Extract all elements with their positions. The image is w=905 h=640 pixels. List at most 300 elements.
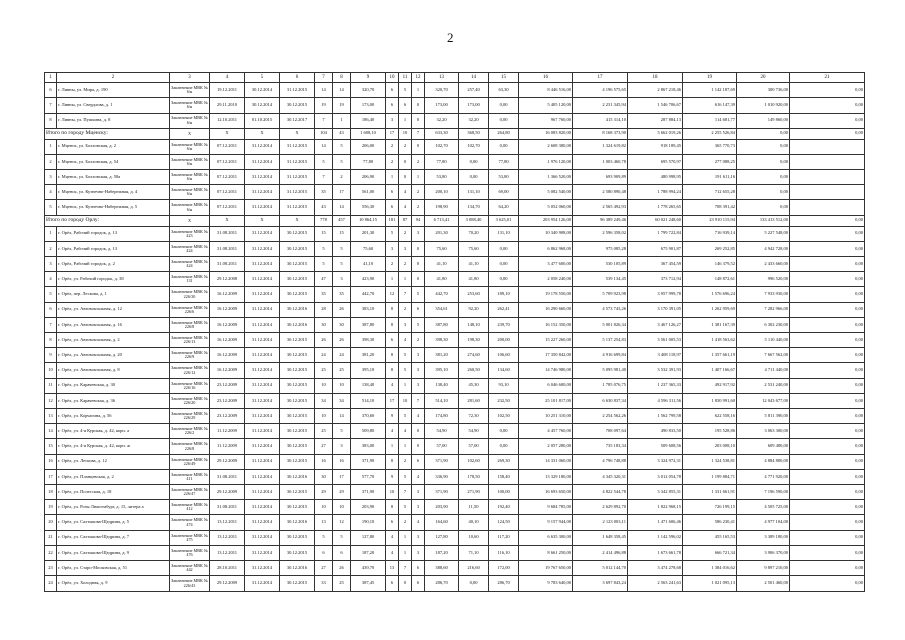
table-cell: 2 414 496,88: [573, 545, 628, 560]
table-cell: 27: [315, 561, 333, 576]
table-cell: 9: [45, 348, 57, 363]
table-cell: 4: [45, 185, 57, 200]
table-cell: 7 196 590,00: [737, 485, 790, 500]
table-cell: 0,00: [489, 424, 519, 439]
table-cell: 6: [386, 98, 399, 113]
table-cell: 10: [333, 378, 351, 393]
table-cell: 138,40: [425, 378, 459, 393]
column-number: 7: [315, 73, 333, 83]
table-cell: 1 822 968,15: [628, 500, 683, 515]
table-cell: 190,10: [351, 515, 386, 530]
table-cell: 12 043 677,00: [737, 393, 790, 408]
table-cell: 6: [412, 561, 425, 576]
table-cell: Х: [280, 215, 315, 226]
table-cell: 2 057 280,00: [519, 439, 573, 454]
table-row: [45, 530, 865, 545]
table-cell: г. Орёл, ул. Карачевская, д. 30: [57, 378, 170, 393]
table-cell: 30.12.2015: [280, 454, 315, 469]
table-cell: 70,20: [459, 226, 489, 241]
table-cell: 1 562 799,58: [628, 409, 683, 424]
table-cell: 127,80: [425, 530, 459, 545]
table-cell: Заключение МВК № 6/н: [170, 185, 210, 200]
table-cell: [790, 185, 865, 200]
table-cell: 189,10: [489, 287, 519, 302]
table-cell: 2: [333, 170, 351, 185]
column-number: 20: [737, 73, 790, 83]
column-number: 17: [573, 73, 628, 83]
table-cell: 7: [412, 393, 425, 408]
table-cell: 1 471 606,46: [628, 515, 683, 530]
column-number: 11: [399, 73, 412, 83]
table-cell: 5: [333, 257, 351, 272]
table-row: [45, 424, 865, 439]
table-cell: 5 709 923,98: [573, 287, 628, 302]
table-cell: 371,90: [351, 454, 386, 469]
table-cell: Х: [210, 215, 245, 226]
table-row: [45, 83, 865, 98]
table-cell: 6: [333, 545, 351, 560]
table-cell: 0,00: [790, 302, 865, 317]
table-cell: 14: [333, 200, 351, 215]
table-cell: 9 684 785,00: [519, 500, 573, 515]
table-cell: 23: [45, 561, 57, 576]
table-cell: 3: [45, 170, 57, 185]
table-cell: 30.12.2016: [280, 302, 315, 317]
table-cell: 31.12.2014: [245, 424, 280, 439]
table-cell: 2: [45, 241, 57, 256]
table-cell: 3: [386, 241, 399, 256]
table-cell: 198,30: [459, 333, 489, 348]
table-cell: 0,00: [790, 393, 865, 408]
table-cell: 3: [399, 241, 412, 256]
table-cell: 1 366 520,00: [519, 170, 573, 185]
table-cell: 2 867 218,46: [628, 83, 683, 98]
table-cell: 2 254 562,26: [573, 409, 628, 424]
table-cell: Х: [280, 128, 315, 139]
table-cell: 64,20: [489, 200, 519, 215]
table-cell: 0,00: [790, 98, 865, 113]
table-cell: 0,00: [790, 241, 865, 256]
table-cell: 395,10: [351, 363, 386, 378]
column-number: 1: [45, 73, 57, 83]
table-cell: 31.12.2014: [245, 469, 280, 484]
table-cell: 30.12.2015: [280, 333, 315, 348]
table-cell: 30.12.2016: [280, 317, 315, 332]
table-cell: 31.12.2015: [280, 200, 315, 215]
table-cell: 31.12.2014: [245, 154, 280, 169]
table-cell: 6: [412, 302, 425, 317]
table-cell: 14 331 060,00: [519, 454, 573, 469]
subtotal-row: [45, 215, 865, 226]
table-cell: 4: [412, 515, 425, 530]
table-cell: 31.12.2015: [280, 139, 315, 154]
table-cell: [790, 170, 865, 185]
table-cell: 16 083 820,00: [519, 128, 573, 139]
table-cell: 2 501 460,00: [737, 576, 790, 592]
table-cell: [790, 139, 865, 154]
table-cell: 148 872,61: [683, 272, 737, 287]
table-cell: 30: [315, 469, 333, 484]
table-cell: 104: [315, 128, 333, 139]
table-cell: 4 822 544,78: [573, 485, 628, 500]
table-row: [45, 185, 865, 200]
table-cell: 16: [45, 454, 57, 469]
table-cell: 30.12.2014: [245, 83, 280, 98]
table-cell: 10 340 908,00: [519, 226, 573, 241]
table-cell: 1 262 959,69: [683, 302, 737, 317]
table-cell: 0,00: [737, 170, 790, 185]
table-cell: 622 558,16: [683, 409, 737, 424]
table-cell: 40,10: [459, 515, 489, 530]
table-cell: 5 082 540,00: [519, 185, 573, 200]
table-cell: г. Орёл, ул. Планцевская, д. 2: [57, 469, 170, 484]
table-cell: 19 178 550,00: [519, 287, 573, 302]
table-cell: 24: [45, 576, 57, 592]
table-cell: 370,60: [351, 409, 386, 424]
table-cell: 30.12.2015: [280, 393, 315, 408]
table-cell: 269,30: [489, 454, 519, 469]
table-cell: 457: [333, 215, 351, 226]
table-cell: 6: [315, 545, 333, 560]
table-cell: 32,20: [459, 113, 489, 128]
table-cell: 3: [412, 530, 425, 545]
table-cell: 320,70: [425, 83, 459, 98]
table-cell: 6 635 300,00: [519, 530, 573, 545]
table-cell: 3 063 300,00: [737, 424, 790, 439]
table-cell: 1 142 596,02: [628, 530, 683, 545]
table-cell: 30.12.2016: [280, 515, 315, 530]
table-cell: 5: [412, 317, 425, 332]
table-cell: 8 446 516,00: [519, 83, 573, 98]
table-row: [45, 272, 865, 287]
table-cell: г. Орёл, ул. Автовокзальная, д. 2: [57, 333, 170, 348]
table-cell: 3: [412, 363, 425, 378]
table-cell: 5: [315, 241, 333, 256]
table-cell: 3 324 972,31: [628, 454, 683, 469]
table-cell: 253,60: [459, 287, 489, 302]
table-cell: 31.12.2015: [280, 83, 315, 98]
table-cell: 4 196 575,65: [573, 83, 628, 98]
table-cell: 102,70: [459, 139, 489, 154]
table-cell: 57,00: [425, 439, 459, 454]
table-cell: 1 331 661,91: [683, 485, 737, 500]
table-cell: 2: [399, 257, 412, 272]
table-cell: 3: [333, 439, 351, 454]
table-cell: 30.12.2015: [280, 576, 315, 592]
table-cell: 29: [315, 485, 333, 500]
table-cell: 25: [315, 424, 333, 439]
table-cell: 14: [45, 424, 57, 439]
table-cell: 633,30: [425, 128, 459, 139]
table-row: [45, 378, 865, 393]
table-cell: 1: [399, 545, 412, 560]
table-cell: 30.12.2015: [280, 241, 315, 256]
table-cell: 31.12.2014: [245, 576, 280, 592]
table-cell: 30.12.2015: [280, 485, 315, 500]
table-cell: 3 467 126,27: [628, 317, 683, 332]
table-cell: Х: [210, 128, 245, 139]
table-cell: Заключение МВК № 412: [170, 500, 210, 515]
table-cell: 149 860,00: [737, 113, 790, 128]
table-row: [45, 302, 865, 317]
table-cell: 3 012 054,78: [628, 469, 683, 484]
table-cell: 7: [45, 98, 57, 113]
table-cell: 6: [45, 83, 57, 98]
table-cell: 11,50: [459, 500, 489, 515]
table-cell: 7: [315, 113, 333, 128]
table-row: [45, 363, 865, 378]
column-number: 5: [245, 73, 280, 83]
table-cell: 2: [399, 515, 412, 530]
table-cell: 31.12.2014: [245, 333, 280, 348]
table-cell: 53,80: [425, 170, 459, 185]
table-cell: 30.12.2015: [280, 363, 315, 378]
table-cell: 1 003 460,78: [573, 154, 628, 169]
table-cell: 27: [315, 439, 333, 454]
table-cell: 0,00: [737, 185, 790, 200]
table-cell: 2 058 240,00: [519, 272, 573, 287]
table-cell: 4: [399, 200, 412, 215]
table-cell: 19: [45, 500, 57, 515]
table-cell: 22: [45, 545, 57, 560]
table-cell: 5: [399, 500, 412, 515]
table-cell: 7: [412, 128, 425, 139]
table-cell: 1 576 696,24: [683, 287, 737, 302]
table-cell: 4 977 104,00: [737, 515, 790, 530]
table-cell: 0,00: [737, 154, 790, 169]
table-cell: 15: [333, 226, 351, 241]
subtotal-caption: Итого по городу Орлу:: [45, 215, 170, 226]
table-cell: 5: [315, 530, 333, 545]
table-cell: 158,40: [489, 469, 519, 484]
table-cell: 26: [315, 333, 333, 348]
table-cell: 5: [399, 83, 412, 98]
table-cell: 19: [333, 98, 351, 113]
table-cell: 381,20: [351, 348, 386, 363]
table-cell: 30.12.2015: [280, 348, 315, 363]
table-cell: 708 391,42: [683, 200, 737, 215]
table-cell: 3 088,40: [459, 215, 489, 226]
table-cell: 4 345 320,31: [573, 469, 628, 484]
table-cell: г. Ливны, ул. Свердлова, д. 1: [57, 98, 170, 113]
table-cell: 0,00: [790, 348, 865, 363]
table-row: [45, 348, 865, 363]
table-cell: 31.08.2011: [210, 469, 245, 484]
table-cell: Заключение МВК № 6/н: [170, 83, 210, 98]
table-cell: 31.12.2014: [245, 500, 280, 515]
table-cell: 2 580 890,48: [573, 185, 628, 200]
table-cell: 1 608,10: [351, 128, 386, 139]
table-cell: 1 021 095,13: [683, 576, 737, 592]
table-cell: 192,40: [489, 500, 519, 515]
table-cell: 3 474 278,68: [628, 561, 683, 576]
table-cell: Заключение МВК № 226/6: [170, 302, 210, 317]
table-cell: 200,00: [489, 333, 519, 348]
table-cell: 30.12.2016: [280, 561, 315, 576]
table-cell: 29.12.2009: [210, 454, 245, 469]
table-cell: 13 329 180,00: [519, 469, 573, 484]
table-cell: 239,70: [489, 317, 519, 332]
table-cell: 34: [333, 393, 351, 408]
table-cell: 31.12.2015: [280, 170, 315, 185]
table-cell: 1: [412, 170, 425, 185]
table-cell: 30.12.2014: [245, 98, 280, 113]
table-cell: 203 954 126,00: [519, 215, 573, 226]
table-cell: 383,10: [351, 302, 386, 317]
table-cell: 31.12.2014: [245, 378, 280, 393]
table-cell: 77,80: [425, 154, 459, 169]
table-cell: 30: [333, 317, 351, 332]
table-cell: 1 324 538,81: [683, 454, 737, 469]
table-cell: 69,00: [489, 185, 519, 200]
table-cell: 5: [333, 530, 351, 545]
table-cell: 3: [412, 485, 425, 500]
register-table: [44, 72, 865, 592]
table-cell: 0,00: [790, 83, 865, 98]
table-cell: 1: [399, 113, 412, 128]
table-cell: 16.12.2009: [210, 302, 245, 317]
table-cell: 31.12.2014: [245, 439, 280, 454]
column-number: 13: [425, 73, 459, 83]
table-cell: 14: [315, 83, 333, 98]
table-cell: 75,60: [459, 241, 489, 256]
table-cell: 172,00: [489, 561, 519, 576]
table-row: [45, 576, 865, 592]
table-cell: Заключение МВК № 475: [170, 530, 210, 545]
table-cell: 30.12.2015: [280, 98, 315, 113]
table-cell: 31.12.2014: [245, 515, 280, 530]
table-cell: 10: [45, 363, 57, 378]
table-cell: 17 350 842,00: [519, 348, 573, 363]
table-cell: 264,80: [489, 128, 519, 139]
table-cell: 509 608,56: [628, 439, 683, 454]
table-cell: г. Мценск, ул. Болховская, д. 2: [57, 139, 170, 154]
table-cell: 2 565 492,93: [573, 200, 628, 215]
table-cell: г. Орёл, ул. Корчагина, д. 56: [57, 409, 170, 424]
table-cell: 31.12.2014: [245, 287, 280, 302]
table-cell: Заключение МВК № 423: [170, 226, 210, 241]
table-cell: 1 142 187,69: [683, 83, 737, 98]
table-cell: 16 152 350,00: [519, 317, 573, 332]
table-cell: Заключение МВК № 6/н: [170, 170, 210, 185]
table-cell: Заключение МВК № 6/н: [170, 113, 210, 128]
table-row: [45, 333, 865, 348]
column-number: 14: [459, 73, 489, 83]
table-cell: г. Орёл, ул. Лескова, д. 12: [57, 454, 170, 469]
table-cell: 0,00: [489, 139, 519, 154]
table-cell: 35: [315, 287, 333, 302]
table-cell: 0: [399, 170, 412, 185]
table-cell: 127,80: [351, 530, 386, 545]
page-number: 2: [447, 30, 454, 45]
table-cell: 5 227 548,00: [737, 226, 790, 241]
table-cell: 0,00: [489, 98, 519, 113]
table-cell: 10: [399, 128, 412, 139]
table-cell: 17: [386, 393, 399, 408]
table-cell: 1 546 706,67: [628, 98, 683, 113]
table-cell: 2 433 660,00: [737, 257, 790, 272]
table-cell: 0,00: [737, 128, 790, 139]
table-cell: 41,80: [459, 272, 489, 287]
table-cell: г. Орёл, ул. Салтыкова-Щедрина, д. 9: [57, 545, 170, 560]
table-cell: 30: [315, 317, 333, 332]
table-cell: 0: [412, 113, 425, 128]
table-cell: 54,90: [459, 424, 489, 439]
table-cell: г. Орёл, пер. Лескова, д. 1: [57, 287, 170, 302]
table-cell: 203 008,10: [683, 439, 737, 454]
table-cell: 26: [333, 561, 351, 576]
table-cell: 269 252,85: [683, 241, 737, 256]
table-cell: 368,50: [459, 128, 489, 139]
table-cell: 31.12.2014: [245, 485, 280, 500]
table-cell: 2: [412, 333, 425, 348]
table-cell: 5: [399, 409, 412, 424]
table-cell: 4 711 440,00: [737, 363, 790, 378]
table-cell: 203,90: [425, 500, 459, 515]
table-cell: 31.12.2014: [245, 170, 280, 185]
table-cell: 203,90: [351, 500, 386, 515]
table-cell: 31.12.2014: [245, 257, 280, 272]
table-cell: 16: [315, 454, 333, 469]
table-row: [45, 454, 865, 469]
table-cell: 07.12.2011: [210, 170, 245, 185]
table-cell: г. Орёл, ул. Рабочий городок, д. 38: [57, 272, 170, 287]
table-row: [45, 139, 865, 154]
table-cell: 695 570,97: [628, 154, 683, 169]
table-cell: Заключение МВК № 226/16: [170, 378, 210, 393]
table-cell: Х: [170, 128, 210, 139]
table-cell: 0,00: [790, 530, 865, 545]
table-cell: 286,70: [489, 576, 519, 592]
table-cell: Заключение МВК № 6/н: [170, 200, 210, 215]
table-cell: 2: [399, 302, 412, 317]
table-cell: 10,60: [459, 530, 489, 545]
table-cell: 96 389 249,46: [573, 215, 628, 226]
table-cell: 577,70: [351, 469, 386, 484]
table-row: [45, 113, 865, 128]
table-cell: 29.12.2009: [210, 576, 245, 592]
table-cell: 133 413 512,00: [737, 215, 790, 226]
table-cell: 6: [386, 83, 399, 98]
table-cell: 1 010 920,00: [737, 98, 790, 113]
table-cell: 5 012 144,70: [573, 561, 628, 576]
table-cell: 1 324 619,82: [573, 139, 628, 154]
table-cell: 0: [412, 139, 425, 154]
table-cell: 41,80: [425, 272, 459, 287]
table-cell: 31.12.2014: [245, 226, 280, 241]
table-cell: 94: [412, 215, 425, 226]
table-cell: 63,30: [489, 83, 519, 98]
table-cell: 114 681,77: [683, 113, 737, 128]
table-cell: 12.10.2011: [210, 113, 245, 128]
table-cell: 8: [386, 302, 399, 317]
table-cell: 0,00: [790, 215, 865, 226]
table-cell: 26: [333, 333, 351, 348]
table-cell: 336,90: [425, 469, 459, 484]
table-cell: [790, 200, 865, 215]
table-cell: 24: [315, 348, 333, 363]
table-cell: 174,80: [425, 409, 459, 424]
table-cell: 5: [399, 348, 412, 363]
table-cell: г. Орёл, ул. 4-я Курская, д. 42, корп. а: [57, 424, 170, 439]
table-cell: Х: [170, 215, 210, 226]
table-cell: 2: [412, 200, 425, 215]
table-row: [45, 469, 865, 484]
table-row: [45, 226, 865, 241]
table-cell: Заключение МВК № 226/8: [170, 317, 210, 332]
table-cell: 0: [399, 154, 412, 169]
table-cell: 102,70: [425, 139, 459, 154]
